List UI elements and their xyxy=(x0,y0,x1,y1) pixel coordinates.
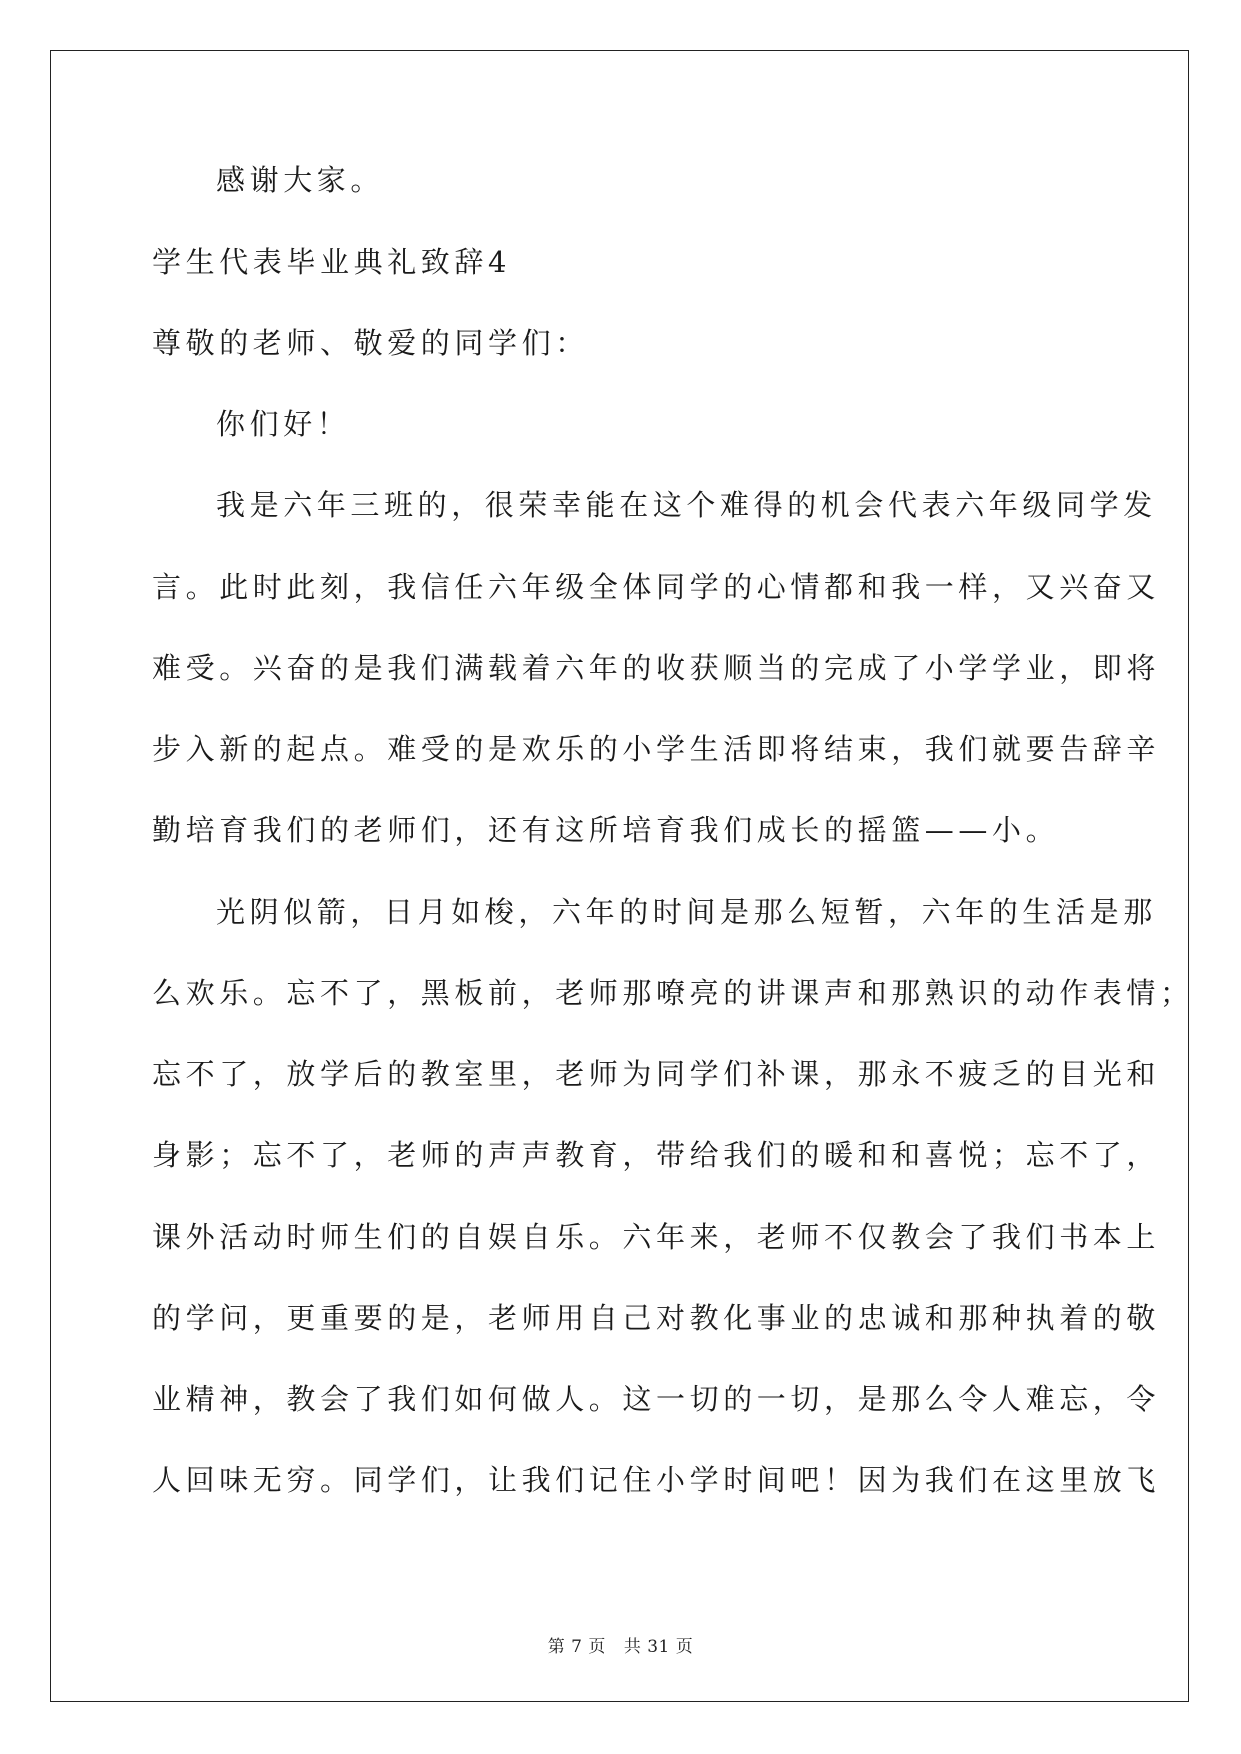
closing-line: 感谢大家。 xyxy=(216,163,385,197)
paragraph-1-line-5: 勤培育我们的老师们，还有这所培育我们成长的摇篮——小。 xyxy=(152,813,1060,847)
paragraph-1-line-3: 难受。兴奋的是我们满载着六年的收获顺当的完成了小学学业，即将 xyxy=(152,651,1161,685)
paragraph-2-line-5: 课外活动时师生们的自娱自乐。六年来，老师不仅教会了我们书本上 xyxy=(152,1220,1161,1254)
page-total: 共 31 页 xyxy=(623,1637,694,1657)
page-footer xyxy=(0,1632,1241,1657)
paragraph-2-line-8: 人回味无穷。同学们，让我们记住小学时间吧！因为我们在这里放飞 xyxy=(152,1463,1161,1497)
paragraph-2-line-6: 的学问，更重要的是，老师用自己对教化事业的忠诚和那种执着的敬 xyxy=(152,1301,1161,1335)
paragraph-2-line-7: 业精神，教会了我们如何做人。这一切的一切，是那么令人难忘，令 xyxy=(152,1382,1161,1416)
paragraph-2-line-1: 光阴似箭，日月如梭，六年的时间是那么短暂，六年的生活是那 xyxy=(216,895,1157,929)
page-number: 第 7 页 xyxy=(547,1637,606,1657)
paragraph-2-line-4: 身影；忘不了，老师的声声教育，带给我们的暖和和喜悦；忘不了， xyxy=(152,1138,1161,1172)
salutation: 尊敬的老师、敬爱的同学们： xyxy=(152,326,589,360)
paragraph-1-line-1: 我是六年三班的，很荣幸能在这个难得的机会代表六年级同学发 xyxy=(216,488,1157,522)
section-title: 学生代表毕业典礼致辞4 xyxy=(152,245,512,279)
paragraph-2-line-2: 么欢乐。忘不了，黑板前，老师那嘹亮的讲课声和那熟识的动作表情； xyxy=(152,976,1194,1010)
page-border xyxy=(50,50,1189,1702)
greeting: 你们好！ xyxy=(216,407,351,441)
paragraph-2-line-3: 忘不了，放学后的教室里，老师为同学们补课，那永不疲乏的目光和 xyxy=(152,1057,1161,1091)
paragraph-1-line-4: 步入新的起点。难受的是欢乐的小学生活即将结束，我们就要告辞辛 xyxy=(152,732,1161,766)
paragraph-1-line-2: 言。此时此刻，我信任六年级全体同学的心情都和我一样，又兴奋又 xyxy=(152,570,1161,604)
